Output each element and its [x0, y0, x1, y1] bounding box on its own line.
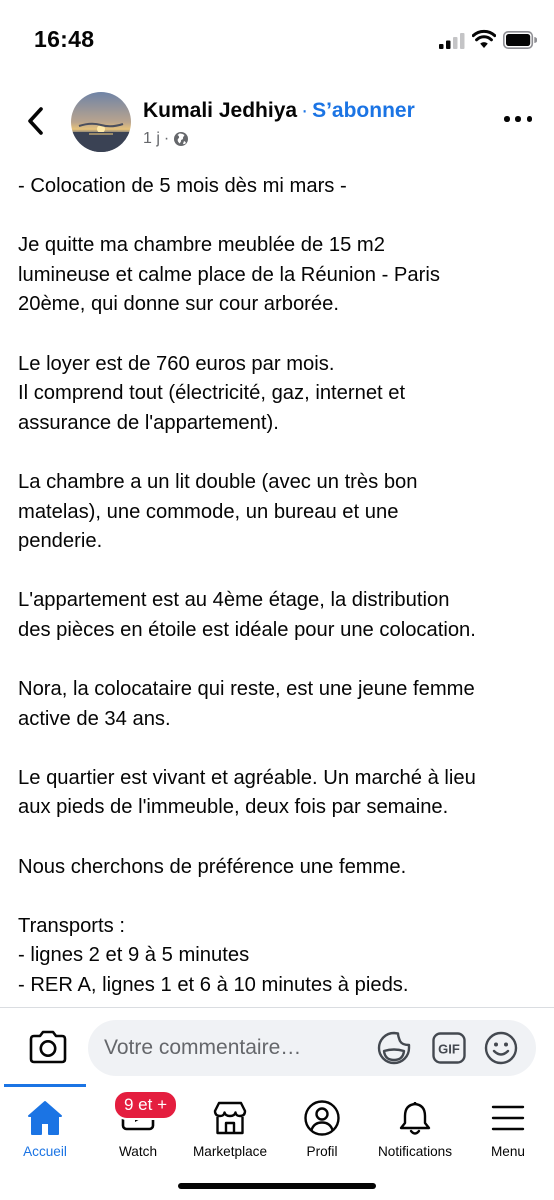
post-paragraph: Le loyer est de 760 euros par mois. Il comprend tout (électricité, gaz, internet et assurance de l'appartement).: [18, 352, 406, 434]
tab-notifications[interactable]: [366, 1084, 464, 1164]
tab-label: Marketplace: [192, 1144, 268, 1159]
tab-menu[interactable]: [464, 1084, 552, 1164]
post-paragraph: Transports : - lignes 2 et 9 à 5 minutes - RER A, lignes 1 et 6 à 10 minutes à pieds.: [18, 914, 409, 997]
battery-icon: [503, 31, 537, 49]
globe-icon: [173, 131, 189, 147]
bell-icon: [398, 1099, 432, 1137]
status-bar: [0, 0, 554, 80]
comment-bar: [0, 1008, 554, 1084]
status-time: 16:48: [34, 26, 95, 52]
camera-icon[interactable]: [28, 1030, 68, 1064]
post-paragraph: Le quartier est vivant et agréable. Un marché à lieu aux pieds de l'immeuble, deux fois par semaine.: [18, 766, 476, 819]
watch-badge: 9 et +: [113, 1090, 178, 1120]
gif-label: GIF: [438, 1041, 460, 1057]
more-dot-icon: [527, 116, 533, 122]
sticker-icon[interactable]: [376, 1030, 412, 1066]
post-header: [0, 86, 554, 158]
wifi-icon: [472, 29, 496, 49]
post-paragraph: - Colocation de 5 mois dès mi mars -: [18, 175, 347, 197]
separator-dot: ·: [301, 99, 309, 122]
profile-icon: [303, 1099, 341, 1137]
post-paragraph: L'appartement est au 4ème étage, la distribution des pièces en étoile est idéale pour une colocation.: [18, 589, 476, 641]
chevron-left-icon: [26, 106, 44, 136]
tab-label: Menu: [490, 1144, 525, 1159]
menu-icon: [491, 1103, 525, 1133]
tab-accueil[interactable]: [0, 1084, 90, 1164]
subscribe-button[interactable]: S’abonner: [312, 99, 415, 122]
comment-input[interactable]: [88, 1020, 536, 1076]
post-paragraph: Nora, la colocataire qui reste, est une jeune femme active de 34 ans.: [18, 678, 475, 730]
meta-separator: ·: [163, 130, 170, 147]
home-indicator[interactable]: [178, 1183, 376, 1189]
tab-label: Accueil: [23, 1144, 67, 1159]
more-options-button[interactable]: [504, 112, 532, 126]
post-body: [18, 172, 543, 1001]
tab-label: Notifications: [377, 1144, 453, 1159]
tab-label: Watch: [118, 1144, 158, 1159]
author-line: [143, 99, 415, 123]
sunset-avatar-image: [71, 92, 131, 152]
emoji-icon[interactable]: [484, 1031, 518, 1065]
post-paragraph: Nous cherchons de préférence une femme.: [18, 855, 407, 878]
tab-marketplace[interactable]: [184, 1084, 276, 1164]
tab-profil[interactable]: [276, 1084, 368, 1164]
marketplace-icon: [211, 1100, 249, 1136]
gif-icon: [432, 1032, 466, 1064]
more-dot-icon: [515, 116, 521, 122]
author-name[interactable]: Kumali Jedhiya: [143, 99, 298, 122]
post-timestamp[interactable]: 1 j: [143, 130, 160, 147]
tab-label: Profil: [306, 1144, 338, 1159]
comment-placeholder: Votre commentaire…: [104, 1036, 302, 1059]
avatar[interactable]: [71, 92, 131, 152]
home-icon: [26, 1100, 64, 1136]
gif-button[interactable]: [432, 1032, 466, 1064]
more-dot-icon: [504, 116, 510, 122]
back-button[interactable]: [20, 104, 50, 138]
post-paragraph: La chambre a un lit double (avec un très bon matelas), une commode, un bureau et une penderie.: [18, 470, 418, 553]
post-paragraph: Je quitte ma chambre meublée de 15 m2 lumineuse et calme place de la Réunion - Paris 20ème, qui donne sur cour arborée.: [18, 234, 440, 316]
post-meta: [143, 130, 189, 148]
cellular-signal-icon: [439, 33, 465, 49]
